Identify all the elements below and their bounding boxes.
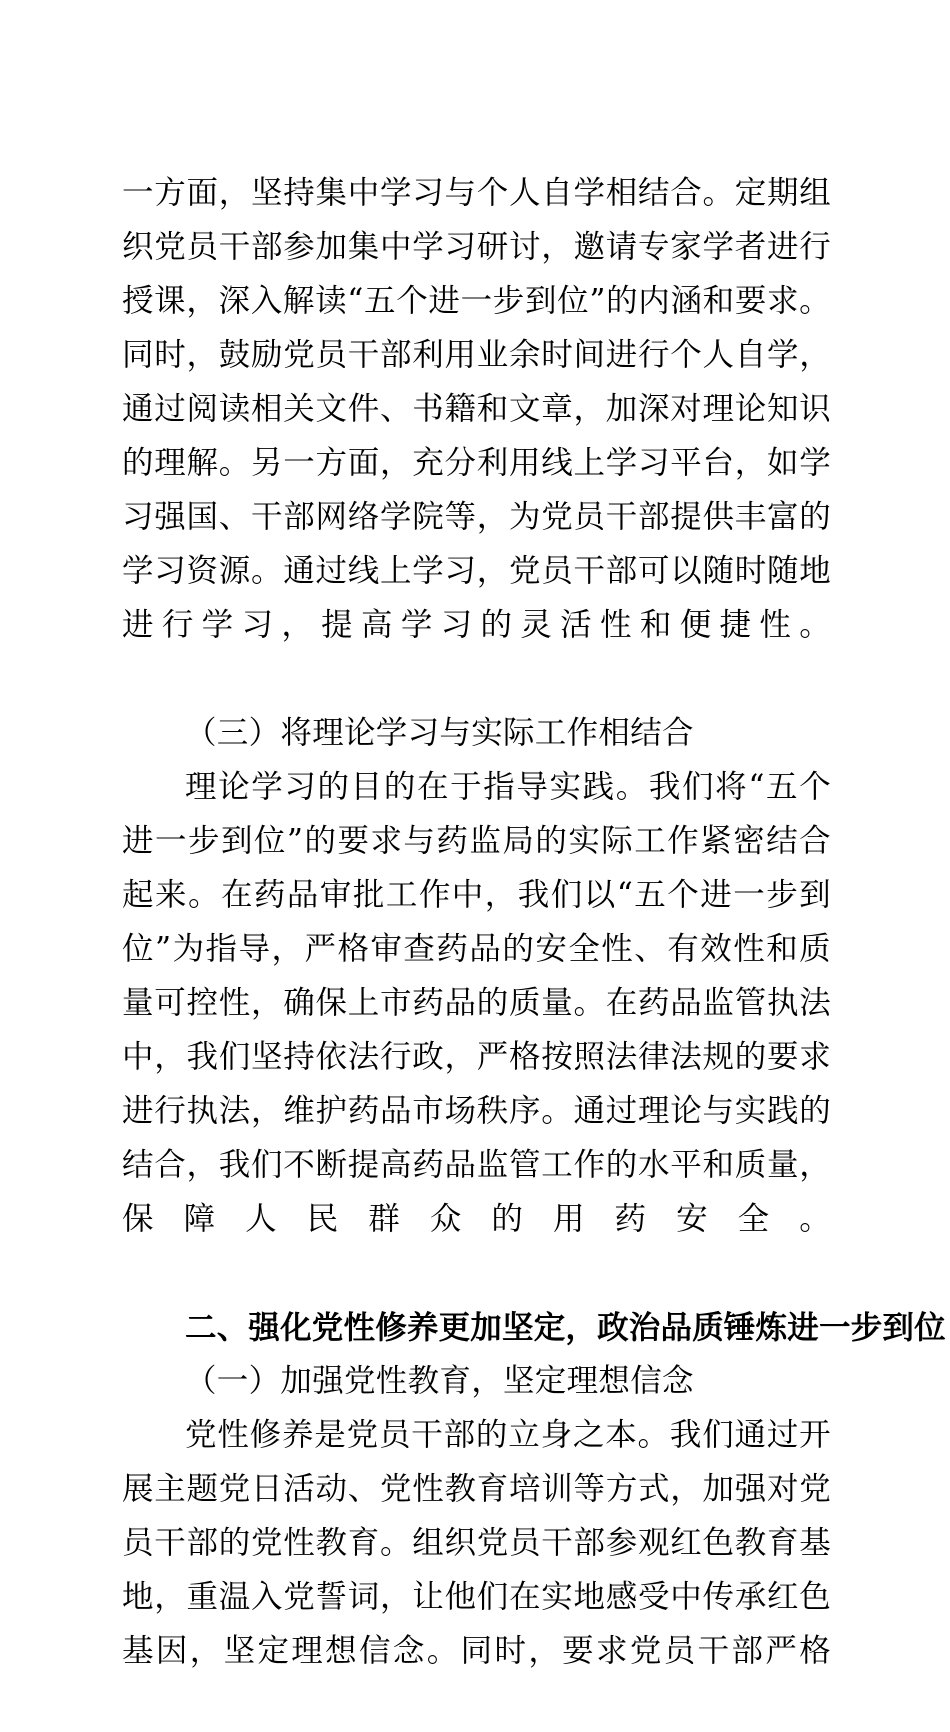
paragraph-theory-practice-integration: 理论学习的目的在于指导实践。我们将“五个进一步到位”的要求与药监局的实际工作紧密结合起来。在药品审批工作中，我们以“五个进一步到位”为指导，严格审查药品的安全性、有效性和质量可控性，确保上市药品的质量。在药品监管执法中，我们坚持依法行政，严格按照法律法规的要求进行执法，维护药品市场秩序。通过理论与实践的结合，我们不断提高药品监管工作的水平和质量，保障人民群众的用药安全。 — [122, 769, 831, 1237]
paragraph-party-spirit-cultivation: 党性修养是党员干部的立身之本。我们通过开展主题党日活动、党性教育培训等方式，加强对党员干部的党性教育。组织党员干部参观红色教育基地，重温入党誓词，让他们在实地感受中传承红色基因，坚定理想信念。同时，要求党员干部严格 — [122, 1417, 831, 1669]
paragraph-continuation-learning-methods: 一方面，坚持集中学习与个人自学相结合。定期组织党员干部参加集中学习研讨，邀请专家学者进行授课，深入解读“五个进一步到位”的内涵和要求。同时，鼓励党员干部利用业余时间进行个人自学，通过阅读相关文件、书籍和文章，加深对理论知识的理解。另一方面，充分利用线上学习平台，如学习强国、干部网络学院等，为党员干部提供丰富的学习资源。通过线上学习，党员干部可以随时随地进行学习，提高学习的灵活性和便捷性。 — [122, 175, 831, 643]
document-body — [122, 166, 946, 1732]
subheading-three-theory-practice: （三）将理论学习与实际工作相结合 — [185, 715, 694, 751]
section-heading-two-party-spirit: 二、强化党性修养更加坚定，政治品质锤炼进一步到位 — [185, 1309, 946, 1345]
subheading-one-party-education: （一）加强党性教育，坚定理想信念 — [185, 1363, 694, 1399]
